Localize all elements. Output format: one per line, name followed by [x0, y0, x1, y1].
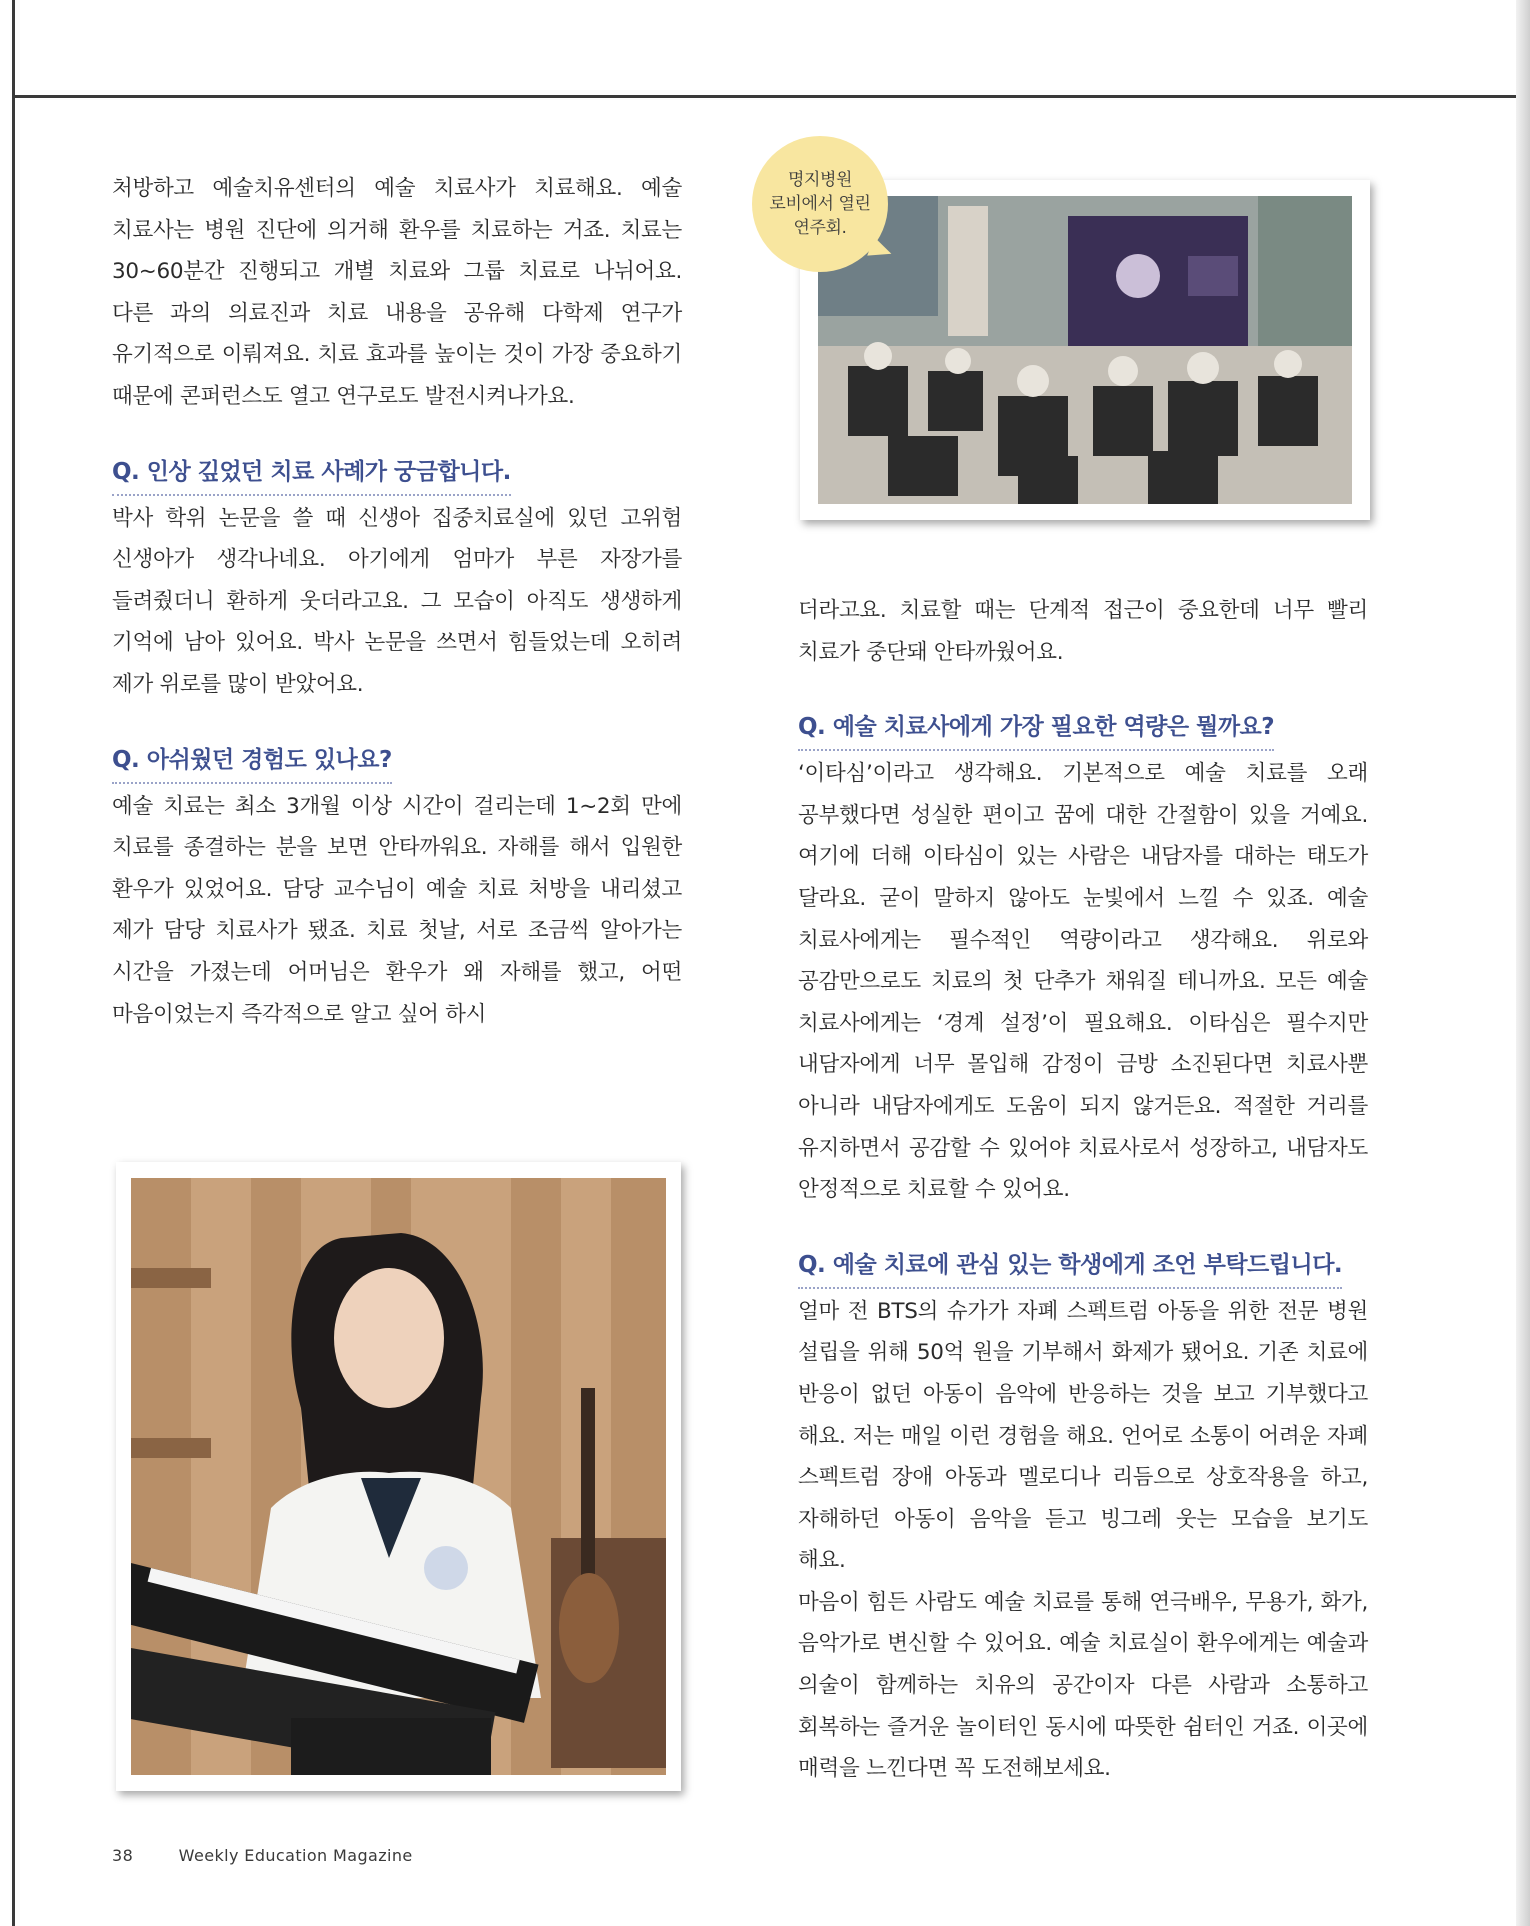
question-3-block — [798, 707, 1368, 751]
left-column — [112, 168, 682, 1035]
right-column — [798, 590, 1368, 1790]
answer-2-paragraph: 예술 치료는 최소 3개월 이상 시간이 걸리는데 1~2회 만에 치료를 종결하는 분을 보면 안타까워요. 자해를 해서 입원한 환우가 있었어요. 담당 교수님이 예술 치료 처방을 내리셨고 제가 담당 치료사가 됐죠. 치료 첫날, 서로 조금씩 알아가는 시간을 가졌는데 어머님은 환우가 왜 자해를 했고, 어떤 마음이었는지 즉각적으로 알고 싶어 하시 — [112, 793, 682, 1027]
question-2-block — [112, 740, 682, 784]
question-4-block — [798, 1245, 1368, 1289]
answer-3-paragraph: ‘이타심’이라고 생각해요. 기본적으로 예술 치료를 오래 공부했다면 성실한 편이고 꿈에 대한 간절함이 있을 거예요. 여기에 더해 이타심이 있는 사람은 내담자를 대하는 태도가 달라요. 굳이 말하지 않아도 눈빛에서 느낄 수 있죠. 예술 치료사에게는 필수적인 역량이라고 생각해요. 위로와 공감만으로도 치료의 첫 단추가 채워질 테니까요. 모든 예술 치료사에게는 ‘경계 설정’이 필요해요. 이타심은 필수지만 내담자에게 너무 몰입해 감정이 금방 소진된다면 치료사뿐 아니라 내담자에게도 도움이 되지 않거든요. 적절한 거리를 유지하면서 공감할 수 있어야 치료사로서 성장하고, 내담자도 안정적으로 치료할 수 있어요. — [798, 761, 1368, 1203]
question-1-heading: Q. 인상 깊었던 치료 사례가 궁금합니다. — [112, 452, 511, 496]
question-3-heading: Q. 예술 치료사에게 가장 필요한 역량은 뭘까요? — [798, 707, 1274, 751]
page-left-rule — [12, 0, 15, 1926]
answer-4-paragraph: 얼마 전 BTS의 슈가가 자폐 스펙트럼 아동을 위한 전문 병원 설립을 위해 50억 원을 기부해서 화제가 됐어요. 기존 치료에 반응이 없던 아동이 음악에 반응하는 것을 보고 기부했다고 해요. 저는 매일 이런 경험을 해요. 언어로 소통이 어려운 자폐 스펙트럼 장애 아동과 멜로디나 리듬으로 상호작용을 하고, 자해하던 아동이 음악을 듣고 빙그레 웃는 모습을 보기도 해요. — [798, 1298, 1368, 1574]
question-4-heading: Q. 예술 치료에 관심 있는 학생에게 조언 부탁드립니다. — [798, 1245, 1342, 1289]
intro-paragraph: 처방하고 예술치유센터의 예술 치료사가 치료해요. 예술 치료사는 병원 진단에 의거해 환우를 치료하는 거죠. 치료는 30~60분간 진행되고 개별 치료와 그룹 치료로 나뉘어요. 다른 과의 의료진과 치료 내용을 공유해 다학제 연구가 유기적으로 이뤄져요. 치료 효과를 높이는 것이 가장 중요하기 때문에 콘퍼런스도 열고 연구로도 발전시켜나가요. — [112, 176, 682, 409]
therapist-photo — [116, 1162, 681, 1791]
concert-photo-image — [818, 196, 1352, 504]
page-edge-shadow — [1516, 0, 1530, 1926]
page-number: 38 — [112, 1846, 134, 1865]
answer-4-second-paragraph: 마음이 힘든 사람도 예술 치료를 통해 연극배우, 무용가, 화가, 음악가로 변신할 수 있어요. 예술 치료실이 환우에게는 예술과 의술이 함께하는 치유의 공간이자 다른 사람과 소통하고 회복하는 즐거운 놀이터인 동시에 따뜻한 쉼터인 거죠. 이곳에 매력을 느낀다면 꼭 도전해보세요. — [798, 1589, 1368, 1782]
page-header-bar — [12, 0, 1517, 98]
page-footer — [112, 1846, 413, 1865]
question-1-block — [112, 452, 682, 496]
answer-1-paragraph: 박사 학위 논문을 쓸 때 신생아 집중치료실에 있던 고위험 신생아가 생각나네요. 아기에게 엄마가 부른 자장가를 들려줬더니 환하게 웃더라고요. 그 모습이 아직도 생생하게 기억에 남아 있어요. 박사 논문을 쓰면서 힘들었는데 오히려 제가 위로를 많이 받았어요. — [112, 505, 682, 697]
photo-caption-bubble — [752, 136, 888, 272]
photo-caption-text: 명지병원 로비에서 열린 연주회. — [769, 170, 871, 238]
answer-2-continued-paragraph: 더라고요. 치료할 때는 단계적 접근이 중요한데 너무 빨리 치료가 중단돼 안타까웠어요. — [798, 598, 1368, 665]
therapist-photo-image — [131, 1178, 666, 1775]
magazine-name: Weekly Education Magazine — [178, 1846, 413, 1865]
concert-photo — [800, 180, 1370, 520]
question-2-heading: Q. 아쉬웠던 경험도 있나요? — [112, 740, 392, 784]
